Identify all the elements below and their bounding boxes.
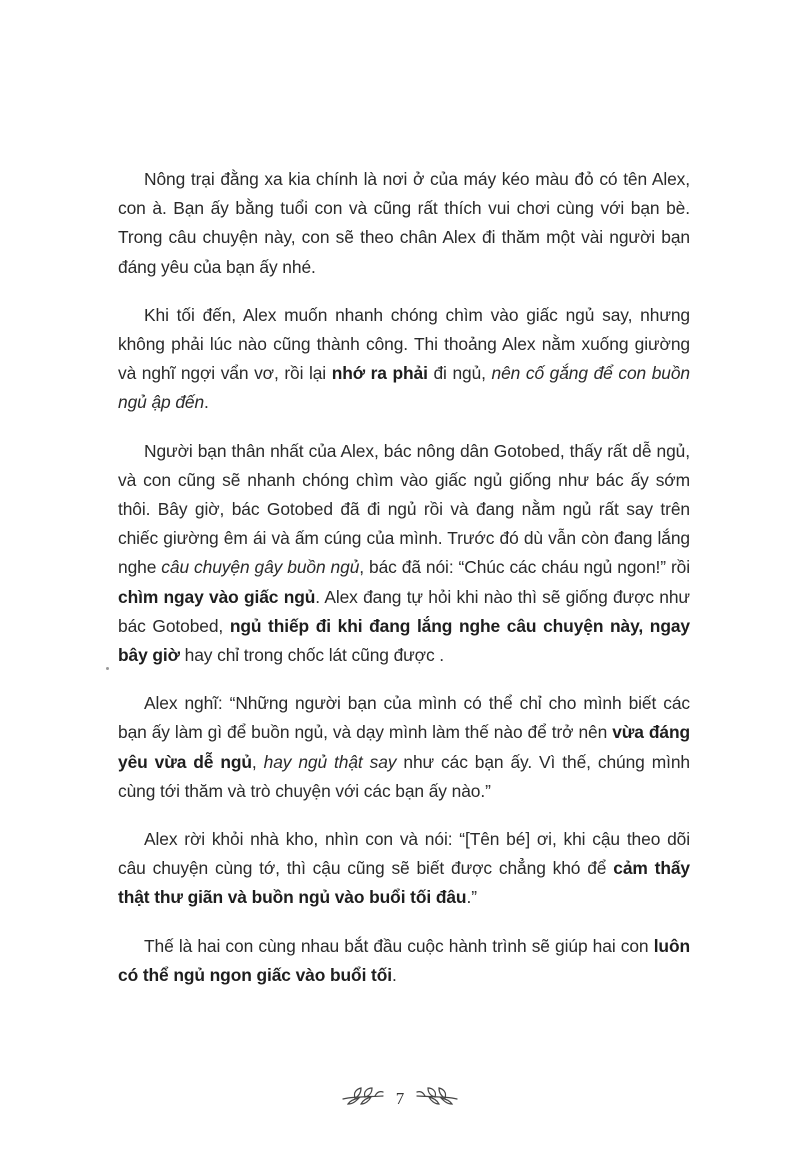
leaf-ornament-right-icon xyxy=(415,1086,459,1111)
text-segment-normal: .” xyxy=(466,887,477,908)
text-segment-normal: . Alex đang tự hỏi khi nào thì sẽ giống được như bác Gotobed, xyxy=(118,586,690,636)
text-segment-bold: vừa đáng yêu vừa dễ ngủ xyxy=(118,722,691,772)
text-segment-normal: Nông trại đằng xa kia chính là nơi ở của máy kéo màu đỏ có tên Alex, con à. Bạn ấy bằng tuổi con và cũng rất thích vui chơi cùng với bạn bè. Trong câu chuyện này, con sẽ theo chân Alex đi thăm một vài người bạn đáng yêu của bạn ấy nhé. xyxy=(118,169,690,277)
page-number: 7 xyxy=(395,1088,405,1108)
text-segment-bold: cảm thấy thật thư giãn và buồn ngủ vào buổi tối đâu xyxy=(118,858,690,908)
paragraph-2 xyxy=(118,301,690,418)
text-segment-normal: đi ngủ, xyxy=(427,363,492,384)
text-segment-normal: Alex nghĩ: “Những người bạn của mình có thể chỉ cho mình biết các bạn ấy làm gì để buồn ngủ, và dạy mình làm thế nào để trở nên xyxy=(118,693,690,743)
text-segment-bold: chìm ngay vào giấc ngủ xyxy=(118,586,316,607)
text-segment-normal: , xyxy=(251,751,264,772)
text-segment-normal: như các bạn ấy. Vì thế, chúng mình cùng tới thăm và trò chuyện với các bạn ấy nào.” xyxy=(118,751,690,801)
paragraph-5 xyxy=(118,825,690,913)
text-segment-normal: , bác đã nói: “Chúc các cháu ngủ ngon!” rồi xyxy=(359,557,690,578)
text-segment-normal: Người bạn thân nhất của Alex, bác nông dân Gotobed, thấy rất dễ ngủ, và con cũng sẽ nhanh chóng chìm vào giấc ngủ giống như bác ấy sớm thôi. Bây giờ, bác Gotobed đã đi ngủ rồi và đang nằm ngủ rất say trên chiếc giường êm ái và ấm cúng của mình. Trước đó dù vẫn còn đang lắng nghe xyxy=(118,440,690,578)
text-segment-normal: Alex rời khỏi nhà kho, nhìn con và nói: “[Tên bé] ơi, khi cậu theo dõi câu chuyện cùng tớ, thì cậu cũng sẽ biết được chẳng khó để xyxy=(118,829,690,879)
page-footer xyxy=(0,1086,800,1126)
text-segment-italic: hay ngủ thật say xyxy=(263,751,397,772)
text-segment-italic: nên cố gắng để con buồn ngủ ập đến xyxy=(118,363,690,413)
text-segment-bold: luôn có thể ngủ ngon giấc vào buổi tối xyxy=(118,935,690,985)
text-segment-normal: Khi tối đến, Alex muốn nhanh chóng chìm vào giấc ngủ say, nhưng không phải lúc nào cũng thành công. Thi thoảng Alex nằm xuống giường và nghĩ ngợi vẩn vơ, rồi lại xyxy=(118,304,690,384)
text-segment-bold: nhớ ra phải xyxy=(331,363,428,384)
leaf-ornament-left-icon xyxy=(341,1086,385,1111)
text-segment-italic: câu chuyện gây buồn ngủ xyxy=(161,557,360,578)
text-segment-normal: hay chỉ trong chốc lát cũng được . xyxy=(179,645,445,666)
text-segment-normal: . xyxy=(204,392,209,413)
text-segment-bold: ngủ thiếp đi khi đang lắng nghe câu chuyện này, ngay bây giờ xyxy=(118,615,690,666)
story-text xyxy=(118,165,690,1009)
paragraph-4 xyxy=(118,689,690,806)
paragraph-6 xyxy=(118,932,690,990)
print-speck xyxy=(106,667,109,670)
paragraph-1 xyxy=(118,165,690,282)
paragraph-3 xyxy=(118,437,690,671)
text-segment-normal: Thế là hai con cùng nhau bắt đầu cuộc hành trình sẽ giúp hai con xyxy=(144,935,654,956)
text-segment-normal: . xyxy=(391,964,397,985)
